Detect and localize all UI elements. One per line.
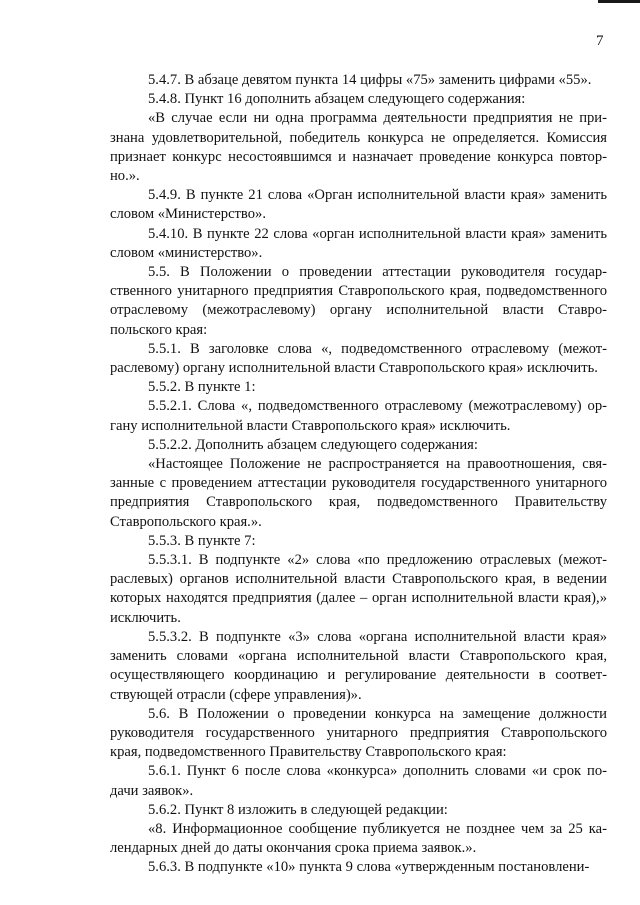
paragraph-5-4-10: 5.4.10. В пункте 22 слова «орган исполнительной власти края» заменить словом «министерство». [110, 225, 607, 261]
paragraph-5-5-3-2: 5.5.3.2. В подпункте «3» слова «органа исполнительной власти края» заменить словами «органа исполнительной власти Ставропольского края, осуществляющего координацию и регулирование деятельности в соответствующей отрасли (сфере управления)». [110, 628, 607, 703]
paragraph-5-5: 5.5. В Положении о проведении аттестации руководителя государственного унитарного предприятия Ставропольского края, подведомственного отраслевому (межотраслевому) органу исполнительной власти Ставропольского края: [110, 264, 607, 338]
paragraph-5-5-3-1: 5.5.3.1. В подпункте «2» слова «по предложению отраслевых (межотраслевых) органов исполнительной власти Ставропольского края, в ведении которых находятся предприятия (далее – орган исполнительной власти края),» исключить. [110, 552, 607, 626]
paragraph-5-6-1: 5.6.1. Пункт 6 после слова «конкурса» дополнить словами «и срок подачи заявок». [110, 763, 607, 799]
paragraph-5-4-9: 5.4.9. В пункте 21 слова «Орган исполнительной власти края» заменить словом «Министерство». [110, 187, 607, 223]
scan-edge-mark [598, 0, 640, 3]
document-body [110, 71, 607, 878]
paragraph-5-5-1: 5.5.1. В заголовке слова «, подведомственного отраслевому (межотраслевому) органу исполнительной власти Ставропольского края» исключить. [110, 340, 607, 377]
paragraph-5-6: 5.6. В Положении о проведении конкурса на замещение должности руководителя государственного унитарного предприятия Ставропольского края, подведомственного Правительству Ставропольского края: [110, 705, 607, 761]
paragraph-5-5-2-2-quote: «Настоящее Положение не распространяется на правоотношения, связанные с проведением аттестации руководителя государственного унитарного предприятия Ставропольского края, подведомственного Правительству Ставропольского края.». [110, 456, 607, 530]
paragraph-5-5-2: 5.5.2. В пункте 1: [148, 379, 256, 396]
paragraph-5-6-2-quote: «8. Информационное сообщение публикуется не позднее чем за 25 календарных дней до даты окончания срока приема заявок.». [110, 820, 607, 857]
paragraph-5-4-8: 5.4.8. Пункт 16 дополнить абзацем следующего содержания: [148, 91, 526, 108]
paragraph-5-5-2-2: 5.5.2.2. Дополнить абзацем следующего содержания: [148, 436, 478, 453]
page-number: 7 [596, 33, 604, 49]
paragraph-5-5-3: 5.5.3. В пункте 7: [148, 532, 256, 549]
paragraph-5-4-7: 5.4.7. В абзаце девятом пункта 14 цифры «75» заменить цифрами «55». [148, 72, 592, 88]
paragraph-5-4-8-quote: «В случае если ни одна программа деятельности предприятия не признана удовлетворительной, победитель конкурса не определяется. Комиссия признает конкурс несостоявшимся и назначает проведение конкурса повторно.». [110, 110, 607, 185]
paragraph-5-5-2-1: 5.5.2.1. Слова «, подведомственного отраслевому (межотраслевому) органу исполнительной власти Ставропольского края» исключить. [110, 398, 607, 434]
paragraph-5-6-2: 5.6.2. Пункт 8 изложить в следующей редакции: [148, 801, 448, 818]
paragraph-5-6-3: 5.6.3. В подпункте «10» пункта 9 слова «утвержденным постановлени- [148, 859, 590, 876]
